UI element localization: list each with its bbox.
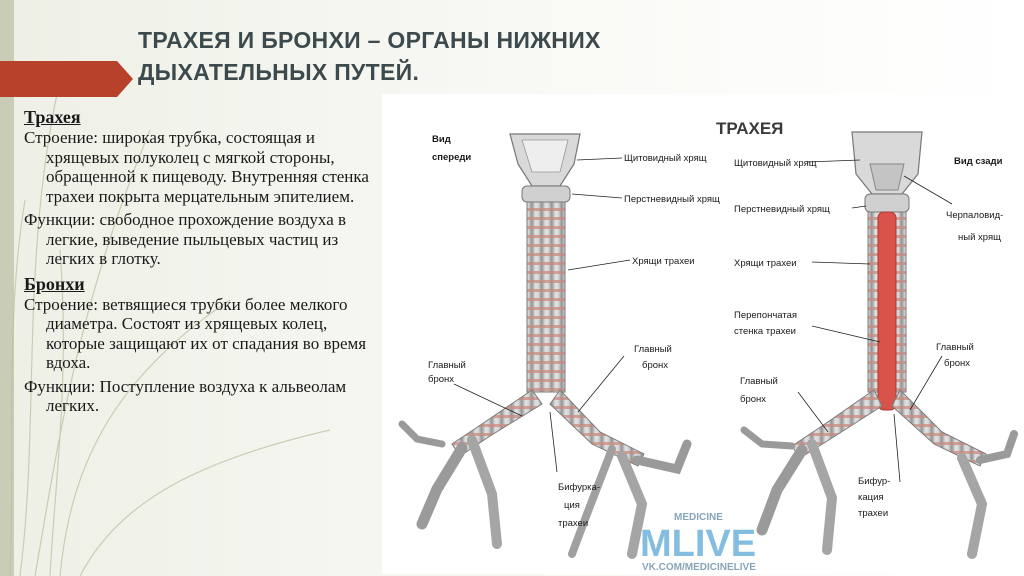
trachea-structure-text: Строение: широкая трубка, состоящая и хрящевых полуколец с мягкой стороны, обращенной к пищеводу. Внутренняя стенка трахеи покрыта мерцательным эпителием. bbox=[24, 128, 369, 206]
back-cricoid-label: Перстневидный хрящ bbox=[734, 204, 830, 215]
back-thyroid-label: Щитовидный хрящ bbox=[734, 158, 817, 169]
back-main-bronchus-left-1: Главный bbox=[740, 376, 778, 387]
back-bifurcation-2: кация bbox=[858, 492, 884, 503]
bronchi-structure-text: Строение: ветвящиеся трубки более мелкого диаметра. Состоят из хрящевых колец, которые защищают их от спадания во время вдоха. bbox=[24, 294, 367, 372]
back-main-bronchus-left-2: бронх bbox=[740, 394, 767, 405]
front-rings-label: Хрящи трахеи bbox=[632, 256, 695, 267]
watermark-top-text: MEDICINE bbox=[674, 512, 723, 523]
bronchi-functions-text: Функции: Поступление воздуха к альвеолам легких. bbox=[24, 376, 347, 415]
front-cricoid-label: Перстневидный хрящ bbox=[624, 194, 720, 205]
back-arytenoid-2: ный хрящ bbox=[958, 232, 1001, 243]
back-bifurcation-1: Бифур- bbox=[858, 476, 891, 487]
trachea-diagram bbox=[382, 94, 1022, 574]
title-accent-arrow bbox=[0, 61, 133, 97]
trachea-illustration bbox=[382, 94, 1022, 574]
trachea-heading: Трахея bbox=[24, 107, 81, 127]
slide-title: ТРАХЕЯ И БРОНХИ – ОРГАНЫ НИЖНИХ ДЫХАТЕЛЬНЫХ ПУТЕЙ. bbox=[138, 27, 601, 85]
bronchi-heading: Бронхи bbox=[24, 273, 85, 294]
back-membranous-wall-1: Перепончатая bbox=[734, 310, 798, 321]
text-content bbox=[24, 106, 380, 420]
front-main-bronchus-left-1: Главный bbox=[428, 360, 466, 371]
watermark-url-text: VK.COM/MEDICINELIVE bbox=[642, 562, 756, 573]
trachea-functions-text: Функции: свободное прохождение воздуха в легкие, выведение пыльцевых частиц из легких в глотку. bbox=[24, 210, 347, 268]
back-view-label: Вид сзади bbox=[954, 156, 1003, 167]
back-main-bronchus-right-2: бронх bbox=[944, 358, 971, 369]
medicine-live-watermark bbox=[640, 512, 756, 573]
back-arytenoid-1: Черпаловид- bbox=[946, 210, 1004, 221]
front-main-bronchus-left-2: бронх bbox=[428, 374, 455, 385]
front-bifurcation-1: Бифурка- bbox=[558, 482, 600, 493]
front-bifurcation-2: ция bbox=[564, 500, 580, 511]
front-main-bronchus-right-2: бронх bbox=[642, 360, 669, 371]
front-view-label-2: спереди bbox=[432, 152, 472, 163]
back-bifurcation-3: трахеи bbox=[858, 508, 889, 519]
front-main-bronchus-right-1: Главный bbox=[634, 344, 672, 355]
back-rings-label: Хрящи трахеи bbox=[734, 258, 797, 269]
watermark-logo-text: MLIVE bbox=[640, 523, 757, 565]
front-bifurcation-3: трахеи bbox=[558, 518, 589, 529]
back-main-bronchus-right-1: Главный bbox=[936, 342, 974, 353]
front-view-label-1: Вид bbox=[432, 134, 451, 145]
back-membranous-wall-2: стенка трахеи bbox=[734, 326, 796, 337]
figure-title: ТРАХЕЯ bbox=[716, 119, 784, 138]
front-thyroid-label: Щитовидный хрящ bbox=[624, 153, 707, 164]
